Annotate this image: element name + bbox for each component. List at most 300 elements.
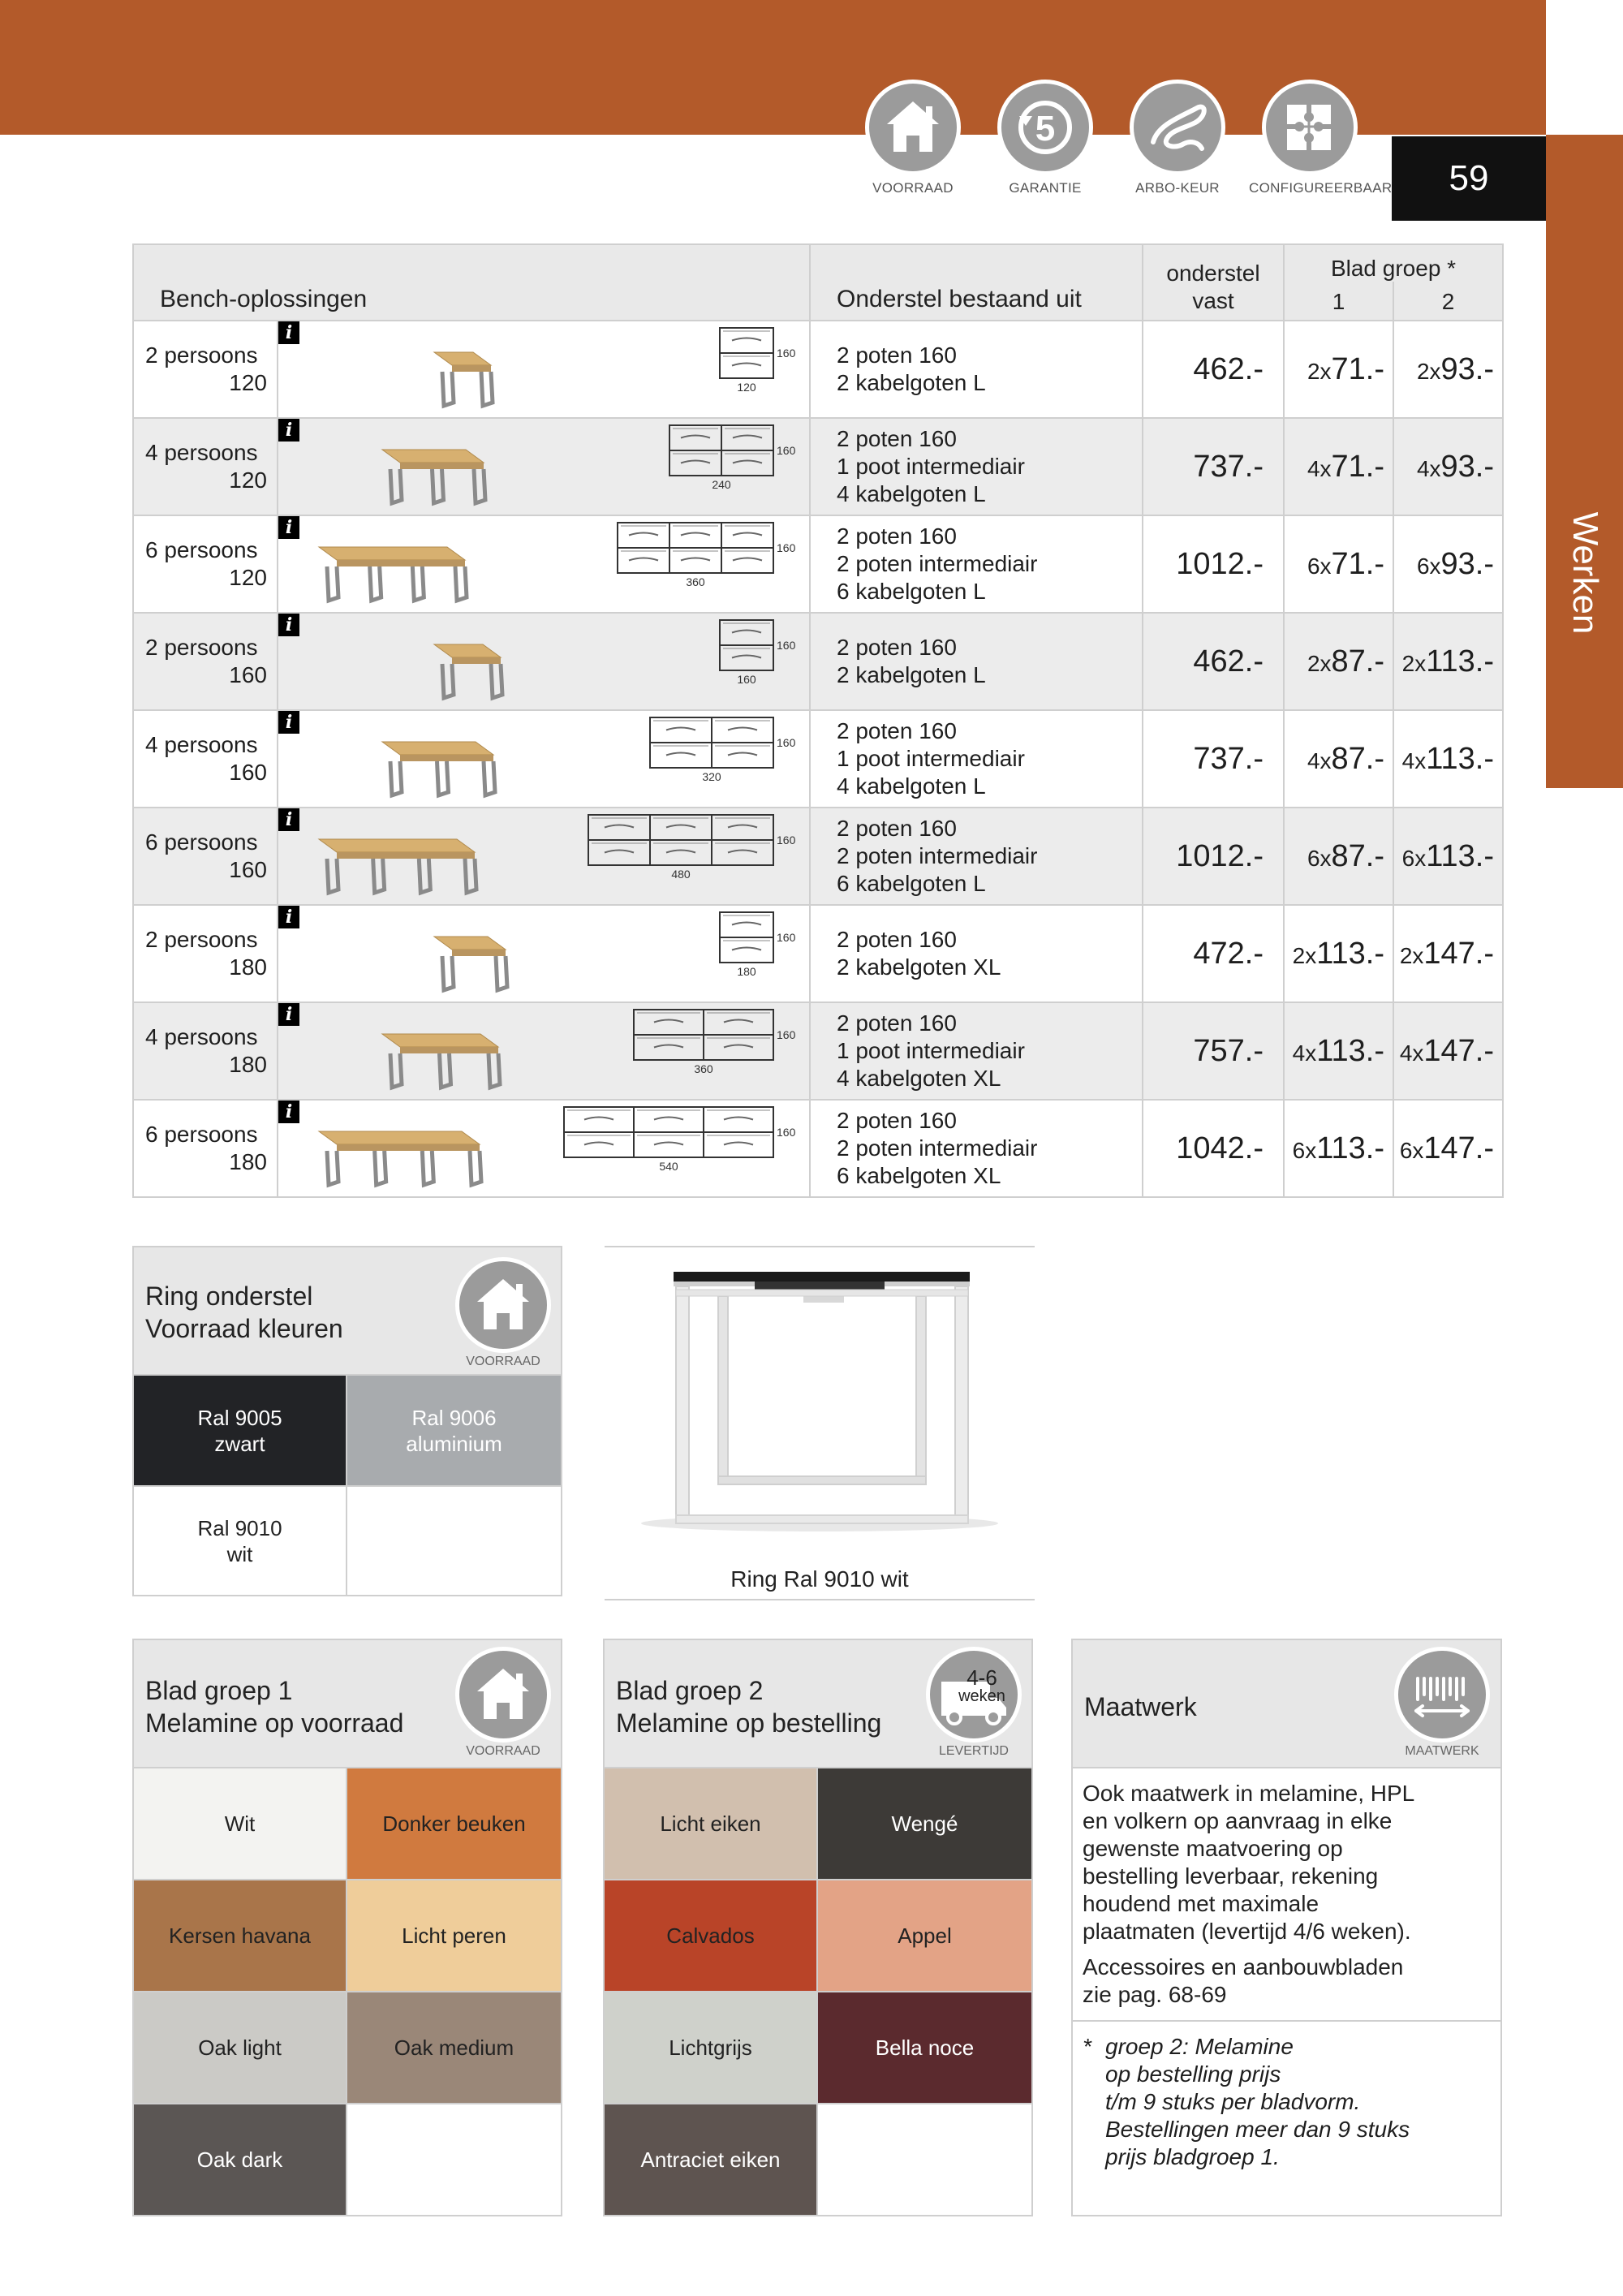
arbo-keur-label: ARBO-KEUR bbox=[1135, 180, 1220, 196]
chair-mark bbox=[629, 533, 658, 536]
text-line: plaatmaten (levertijd 4/6 weken). bbox=[1083, 1919, 1411, 1944]
config-name bbox=[133, 1002, 278, 1100]
swatch-label: Oak light bbox=[198, 2035, 282, 2060]
color-ral-9006 bbox=[347, 1376, 561, 1487]
price: 113.- bbox=[1316, 936, 1384, 971]
arbo-keur-icon bbox=[1130, 80, 1225, 175]
price-vast: 462.- bbox=[1143, 613, 1284, 710]
ring-colors-header bbox=[134, 1247, 561, 1376]
footnote-star: * bbox=[1083, 2034, 1091, 2059]
desk-leg bbox=[481, 372, 493, 406]
price-group-1 bbox=[1284, 1100, 1393, 1197]
price: 147.- bbox=[1423, 1033, 1495, 1068]
ral-code: Ral 9006 bbox=[411, 1405, 497, 1430]
plan-depth-label: 160 bbox=[777, 347, 796, 360]
module-width: 160 bbox=[229, 662, 267, 687]
configureerbaar-label: CONFIGUREERBAAR bbox=[1249, 180, 1393, 196]
blad2-title bbox=[616, 1674, 881, 1739]
price: 87.- bbox=[1331, 741, 1384, 776]
chair-mark bbox=[681, 533, 710, 536]
qty: 2x bbox=[1399, 942, 1424, 968]
part-line: 2 poten intermediair bbox=[837, 843, 1038, 868]
price: 113.- bbox=[1316, 1033, 1384, 1068]
footnote bbox=[1073, 2020, 1500, 2182]
desk-leg bbox=[412, 566, 424, 601]
desk-leg bbox=[390, 761, 402, 795]
module-width: 120 bbox=[229, 467, 267, 493]
part-line: 1 poot intermediair bbox=[837, 746, 1025, 771]
empty-cell bbox=[818, 2104, 1031, 2215]
part-line: 2 poten 160 bbox=[837, 718, 957, 743]
part-line: 2 poten intermediair bbox=[837, 1135, 1038, 1161]
persons: 6 persoons bbox=[145, 829, 258, 855]
qty: 4x bbox=[1307, 747, 1332, 773]
text-line: en volkern op aanvraag in elke bbox=[1083, 1808, 1393, 1833]
config-name bbox=[133, 418, 278, 515]
blad2-icon-label: LEVERTIJD bbox=[939, 1744, 1009, 1758]
header-group-2: 2 bbox=[1393, 282, 1503, 321]
part-line: 2 poten 160 bbox=[837, 426, 957, 451]
module-width: 160 bbox=[229, 857, 267, 882]
part-line: 2 poten 160 bbox=[837, 523, 957, 549]
color-ral-9010 bbox=[134, 1487, 347, 1595]
info-icon[interactable]: i bbox=[278, 321, 299, 344]
color-swatch bbox=[134, 1880, 347, 1992]
maatwerk-icon-label: MAATWERK bbox=[1405, 1744, 1479, 1758]
price-vast: 1012.- bbox=[1143, 808, 1284, 905]
text-line: op bestelling prijs bbox=[1105, 2061, 1281, 2087]
part-line: 4 kabelgoten L bbox=[837, 481, 986, 506]
garantie-label: GARANTIE bbox=[1009, 180, 1082, 196]
price-vast: 737.- bbox=[1143, 418, 1284, 515]
config-name bbox=[133, 808, 278, 905]
price: 93.- bbox=[1440, 546, 1495, 581]
info-icon[interactable]: i bbox=[278, 419, 299, 442]
module-width: 180 bbox=[229, 954, 267, 980]
table-row bbox=[133, 905, 1503, 1002]
garantie-number: 5 bbox=[1035, 109, 1056, 149]
swatch-label: Oak dark bbox=[196, 2147, 283, 2172]
ral-code: Ral 9005 bbox=[197, 1405, 282, 1430]
info-icon[interactable]: i bbox=[278, 614, 299, 636]
parts-list bbox=[810, 710, 1143, 808]
blad1-icon-label: VOORRAAD bbox=[466, 1744, 540, 1758]
swatch-label: Kersen havana bbox=[169, 1923, 311, 1948]
config-illustration bbox=[278, 418, 810, 515]
desk-edge bbox=[337, 560, 465, 566]
plan-length-label: 360 bbox=[686, 575, 705, 588]
info-icon[interactable]: i bbox=[278, 906, 299, 928]
color-swatch bbox=[818, 1768, 1031, 1880]
price-group-1 bbox=[1284, 1002, 1393, 1100]
qty: 4x bbox=[1416, 455, 1441, 481]
plan-length-label: 120 bbox=[737, 381, 756, 394]
desk-top bbox=[319, 839, 475, 852]
color-swatch bbox=[347, 1880, 561, 1992]
price: 71.- bbox=[1331, 351, 1384, 386]
blad-groep-1-box bbox=[132, 1639, 562, 2216]
plan-depth-label: 160 bbox=[777, 1028, 796, 1041]
chair-mark bbox=[724, 1045, 753, 1048]
bench-price-table bbox=[132, 243, 1504, 1198]
levertijd-icon bbox=[926, 1647, 1022, 1742]
maatwerk-icon bbox=[1394, 1647, 1490, 1742]
ring-title-line2: Voorraad kleuren bbox=[145, 1314, 343, 1343]
color-swatch bbox=[605, 2104, 818, 2215]
config-name bbox=[133, 321, 278, 418]
desk-leg bbox=[484, 761, 495, 795]
part-line: 6 kabelgoten XL bbox=[837, 1163, 1001, 1188]
ring-frame-photo bbox=[605, 1246, 1035, 1600]
parts-list bbox=[810, 1100, 1143, 1197]
chair-mark bbox=[728, 728, 757, 730]
part-line: 2 poten 160 bbox=[837, 1108, 957, 1133]
chair-mark bbox=[654, 1020, 683, 1023]
ring-title-line1: Ring onderstel bbox=[145, 1282, 313, 1311]
header-group-1: 1 bbox=[1284, 282, 1393, 321]
ring-colors-box bbox=[132, 1246, 562, 1596]
voorraad-icon bbox=[455, 1257, 551, 1353]
module-width: 120 bbox=[229, 370, 267, 395]
qty: 6x bbox=[1307, 553, 1332, 579]
ral-name: zwart bbox=[214, 1431, 265, 1456]
desk-edge bbox=[337, 1144, 480, 1151]
desk-leg bbox=[433, 469, 444, 503]
chair-mark bbox=[666, 825, 695, 828]
part-line: 2 poten 160 bbox=[837, 1010, 957, 1036]
chair-mark bbox=[733, 533, 762, 536]
chair-mark bbox=[732, 656, 761, 658]
plan-length-label: 360 bbox=[694, 1062, 713, 1075]
price-group-1 bbox=[1284, 515, 1393, 613]
chair-mark bbox=[732, 923, 761, 925]
maatwerk-header bbox=[1073, 1640, 1500, 1768]
info-icon[interactable]: i bbox=[278, 808, 299, 831]
qty: 4x bbox=[1307, 455, 1332, 481]
table-row bbox=[133, 321, 1503, 418]
color-swatch bbox=[134, 2104, 347, 2215]
module-width: 160 bbox=[229, 760, 267, 785]
plan-length-label: 540 bbox=[659, 1160, 678, 1173]
module-width: 120 bbox=[229, 565, 267, 590]
qty: 6x bbox=[1292, 1137, 1317, 1163]
part-line: 6 kabelgoten L bbox=[837, 579, 986, 604]
voorraad-badge bbox=[852, 80, 974, 196]
bench-drawing bbox=[278, 321, 811, 417]
price-group-1 bbox=[1284, 905, 1393, 1002]
plan-depth-label: 160 bbox=[777, 1126, 796, 1139]
price: 93.- bbox=[1440, 351, 1495, 386]
text-line: prijs bladgroep 1. bbox=[1105, 2144, 1280, 2169]
table-row bbox=[133, 808, 1503, 905]
plan-length-label: 320 bbox=[702, 770, 721, 783]
footnote-text bbox=[1105, 2033, 1410, 2171]
text-line: Accessoires en aanbouwbladen bbox=[1083, 1954, 1404, 1979]
maatwerk-title: Maatwerk bbox=[1084, 1692, 1197, 1721]
blad-groep-1-header bbox=[134, 1640, 561, 1768]
arbo-keur-badge bbox=[1117, 80, 1238, 196]
desk-top bbox=[382, 450, 484, 463]
info-icon[interactable]: i bbox=[278, 711, 299, 734]
desk-edge bbox=[400, 463, 484, 469]
info-icon[interactable]: i bbox=[278, 1003, 299, 1026]
price-vast: 1012.- bbox=[1143, 515, 1284, 613]
parts-list bbox=[810, 321, 1143, 418]
chair-mark bbox=[681, 558, 710, 561]
blad1-title bbox=[145, 1674, 403, 1739]
qty: 4x bbox=[1399, 1040, 1424, 1066]
desk-leg bbox=[422, 1151, 433, 1185]
part-line: 4 kabelgoten XL bbox=[837, 1066, 1001, 1091]
ring-color-grid bbox=[134, 1376, 561, 1595]
desk-leg bbox=[440, 1053, 451, 1088]
config-name bbox=[133, 613, 278, 710]
price-vast: 462.- bbox=[1143, 321, 1284, 418]
price: 93.- bbox=[1440, 449, 1495, 484]
table-row bbox=[133, 515, 1503, 613]
config-illustration bbox=[278, 710, 810, 808]
text-line: Bestellingen meer dan 9 stuks bbox=[1105, 2117, 1410, 2142]
plan-depth-label: 160 bbox=[777, 541, 796, 554]
maatwerk-description bbox=[1073, 1768, 1500, 2020]
price-group-2 bbox=[1393, 905, 1503, 1002]
text-line: groep 2: Melamine bbox=[1105, 2034, 1294, 2059]
desk-leg bbox=[370, 566, 381, 601]
persons: 6 persoons bbox=[145, 1122, 258, 1147]
persons: 6 persoons bbox=[145, 537, 258, 562]
bench-drawing bbox=[278, 1003, 811, 1099]
table-row bbox=[133, 1002, 1503, 1100]
parts-list bbox=[810, 613, 1143, 710]
price-group-2 bbox=[1393, 710, 1503, 808]
config-illustration bbox=[278, 808, 810, 905]
header-group: Blad groep * bbox=[1284, 244, 1503, 282]
section-tab-label: Werken bbox=[1565, 511, 1605, 635]
ring-frame-illustration bbox=[605, 1247, 1035, 1602]
voorraad-label: VOORRAAD bbox=[872, 180, 954, 196]
text-line: bestelling leverbaar, rekening bbox=[1083, 1863, 1379, 1889]
text-line: t/m 9 stuks per bladvorm. bbox=[1105, 2089, 1361, 2114]
swatch-label: Antraciet eiken bbox=[640, 2147, 781, 2172]
price: 113.- bbox=[1426, 644, 1495, 678]
chair-mark bbox=[654, 1118, 683, 1120]
desk-leg bbox=[489, 1053, 500, 1088]
bench-drawing bbox=[278, 419, 811, 515]
part-line: 6 kabelgoten L bbox=[837, 871, 986, 896]
desk-top bbox=[434, 644, 501, 657]
swatch-label: Bella noce bbox=[875, 2035, 975, 2060]
price: 87.- bbox=[1331, 838, 1384, 873]
header-vast bbox=[1143, 244, 1284, 321]
chair-mark bbox=[681, 461, 710, 463]
price-group-1 bbox=[1284, 613, 1393, 710]
config-illustration bbox=[278, 515, 810, 613]
price: 71.- bbox=[1331, 449, 1384, 484]
chair-mark bbox=[629, 558, 658, 561]
maatwerk-accessories bbox=[1083, 1954, 1491, 2009]
config-name bbox=[133, 515, 278, 613]
empty-cell bbox=[347, 2104, 561, 2215]
chair-mark bbox=[666, 728, 695, 730]
qty: 2x bbox=[1307, 358, 1332, 384]
desk-leg bbox=[470, 1151, 481, 1185]
config-illustration bbox=[278, 613, 810, 710]
color-swatch bbox=[347, 1768, 561, 1880]
table-row bbox=[133, 1100, 1503, 1197]
price-group-1 bbox=[1284, 418, 1393, 515]
parts-list bbox=[810, 1002, 1143, 1100]
table-row bbox=[133, 418, 1503, 515]
chair-mark bbox=[681, 436, 710, 438]
ral-name: wit bbox=[226, 1541, 253, 1566]
desk-leg bbox=[327, 566, 338, 601]
voorraad-icon bbox=[455, 1647, 551, 1742]
blad1-title-line2: Melamine op voorraad bbox=[145, 1708, 404, 1738]
color-swatch bbox=[818, 1880, 1031, 1992]
part-line: 2 kabelgoten XL bbox=[837, 954, 1001, 980]
table-row bbox=[133, 710, 1503, 808]
bench-drawing bbox=[278, 906, 811, 1002]
part-line: 2 poten 160 bbox=[837, 342, 957, 368]
garantie-badge bbox=[984, 80, 1106, 196]
price-group-2 bbox=[1393, 515, 1503, 613]
chair-mark bbox=[728, 851, 757, 853]
color-swatch bbox=[605, 1768, 818, 1880]
chair-mark bbox=[666, 851, 695, 853]
chair-mark bbox=[732, 338, 761, 341]
levertijd-weeks: 4-6 bbox=[966, 1665, 997, 1690]
swatch-label: Oak medium bbox=[394, 2035, 514, 2060]
config-illustration bbox=[278, 905, 810, 1002]
ring-title bbox=[145, 1280, 343, 1345]
chair-mark bbox=[733, 558, 762, 561]
chair-mark bbox=[605, 825, 634, 828]
bench-drawing bbox=[278, 516, 811, 612]
qty: 6x bbox=[1399, 1137, 1424, 1163]
persons: 4 persoons bbox=[145, 440, 258, 465]
blad-groep-2-header bbox=[605, 1640, 1031, 1768]
desk-leg bbox=[491, 664, 502, 698]
price: 113.- bbox=[1426, 741, 1495, 776]
chair-mark bbox=[728, 753, 757, 756]
module-width: 180 bbox=[229, 1149, 267, 1174]
persons: 2 persoons bbox=[145, 342, 258, 368]
ral-name: aluminium bbox=[406, 1431, 502, 1456]
plan-length-label: 480 bbox=[671, 868, 691, 881]
text-line: Ook maatwerk in melamine, HPL bbox=[1083, 1781, 1415, 1806]
qty: 6x bbox=[1307, 845, 1332, 871]
config-name bbox=[133, 1100, 278, 1197]
plan-depth-label: 160 bbox=[777, 639, 796, 652]
parts-list bbox=[810, 905, 1143, 1002]
qty: 6x bbox=[1416, 553, 1441, 579]
chair-mark bbox=[724, 1143, 753, 1145]
plan-depth-label: 160 bbox=[777, 444, 796, 457]
part-line: 2 poten 160 bbox=[837, 635, 957, 660]
garantie-icon bbox=[997, 80, 1093, 175]
swatch-label: Calvados bbox=[666, 1923, 755, 1948]
swatch-label: Licht peren bbox=[402, 1923, 506, 1948]
desk-top bbox=[382, 1034, 498, 1047]
qty: 4x bbox=[1292, 1040, 1317, 1066]
price-group-1 bbox=[1284, 321, 1393, 418]
part-line: 2 poten 160 bbox=[837, 927, 957, 952]
desk-top bbox=[382, 742, 493, 755]
price-group-2 bbox=[1393, 418, 1503, 515]
persons: 4 persoons bbox=[145, 732, 258, 757]
module-width: 180 bbox=[229, 1052, 267, 1077]
configureerbaar-badge bbox=[1249, 80, 1393, 196]
swatch-label: Lichtgrijs bbox=[669, 2035, 752, 2060]
price-group-2 bbox=[1393, 1002, 1503, 1100]
bench-drawing bbox=[278, 1101, 811, 1196]
price-group-1 bbox=[1284, 808, 1393, 905]
part-line: 2 poten intermediair bbox=[837, 551, 1038, 576]
desk-leg bbox=[373, 859, 385, 893]
info-icon[interactable]: i bbox=[278, 516, 299, 539]
part-line: 2 poten 160 bbox=[837, 816, 957, 841]
chair-mark bbox=[724, 1020, 753, 1023]
chair-mark bbox=[732, 364, 761, 366]
price-group-2 bbox=[1393, 808, 1503, 905]
color-swatch bbox=[134, 1992, 347, 2104]
desk-leg bbox=[442, 664, 454, 698]
config-illustration bbox=[278, 1100, 810, 1197]
chair-mark bbox=[654, 1143, 683, 1145]
qty: 2x bbox=[1416, 358, 1441, 384]
chair-mark bbox=[732, 631, 761, 633]
part-line: 1 poot intermediair bbox=[837, 454, 1025, 479]
price-group-2 bbox=[1393, 613, 1503, 710]
chair-mark bbox=[728, 825, 757, 828]
swatch-label: Appel bbox=[898, 1923, 952, 1948]
desk-leg bbox=[375, 1151, 386, 1185]
plan-depth-label: 160 bbox=[777, 931, 796, 944]
desk-leg bbox=[442, 372, 454, 406]
price: 147.- bbox=[1423, 936, 1495, 971]
chair-mark bbox=[733, 436, 762, 438]
desk-edge bbox=[452, 657, 501, 664]
info-icon[interactable]: i bbox=[278, 1101, 299, 1123]
plan-depth-label: 160 bbox=[777, 834, 796, 846]
desk-leg bbox=[419, 859, 430, 893]
ring-icon-label: VOORRAAD bbox=[466, 1355, 540, 1368]
color-swatch bbox=[605, 1880, 818, 1992]
color-swatch bbox=[347, 1992, 561, 2104]
text-line: gewenste maatvoering op bbox=[1083, 1836, 1343, 1861]
header-vast-line1: onderstel bbox=[1166, 261, 1260, 286]
table-row bbox=[133, 613, 1503, 710]
bench-drawing bbox=[278, 614, 811, 709]
swatch-label: Wit bbox=[224, 1811, 256, 1836]
desk-leg bbox=[474, 469, 485, 503]
price-group-2 bbox=[1393, 321, 1503, 418]
swatch-label: Licht eiken bbox=[660, 1811, 761, 1836]
desk-leg bbox=[327, 1151, 338, 1185]
chair-mark bbox=[654, 1045, 683, 1048]
part-line: 2 kabelgoten L bbox=[837, 370, 986, 395]
swatch-label: Wengé bbox=[891, 1811, 958, 1836]
plan-length-label: 180 bbox=[737, 965, 756, 978]
header-parts: Onderstel bestaand uit bbox=[810, 244, 1143, 321]
config-name bbox=[133, 710, 278, 808]
color-swatch bbox=[818, 1992, 1031, 2104]
desk-top bbox=[319, 1131, 480, 1144]
desk-leg bbox=[442, 956, 454, 990]
price-vast: 472.- bbox=[1143, 905, 1284, 1002]
swatch-label: Donker beuken bbox=[382, 1811, 526, 1836]
bench-drawing bbox=[278, 711, 811, 807]
